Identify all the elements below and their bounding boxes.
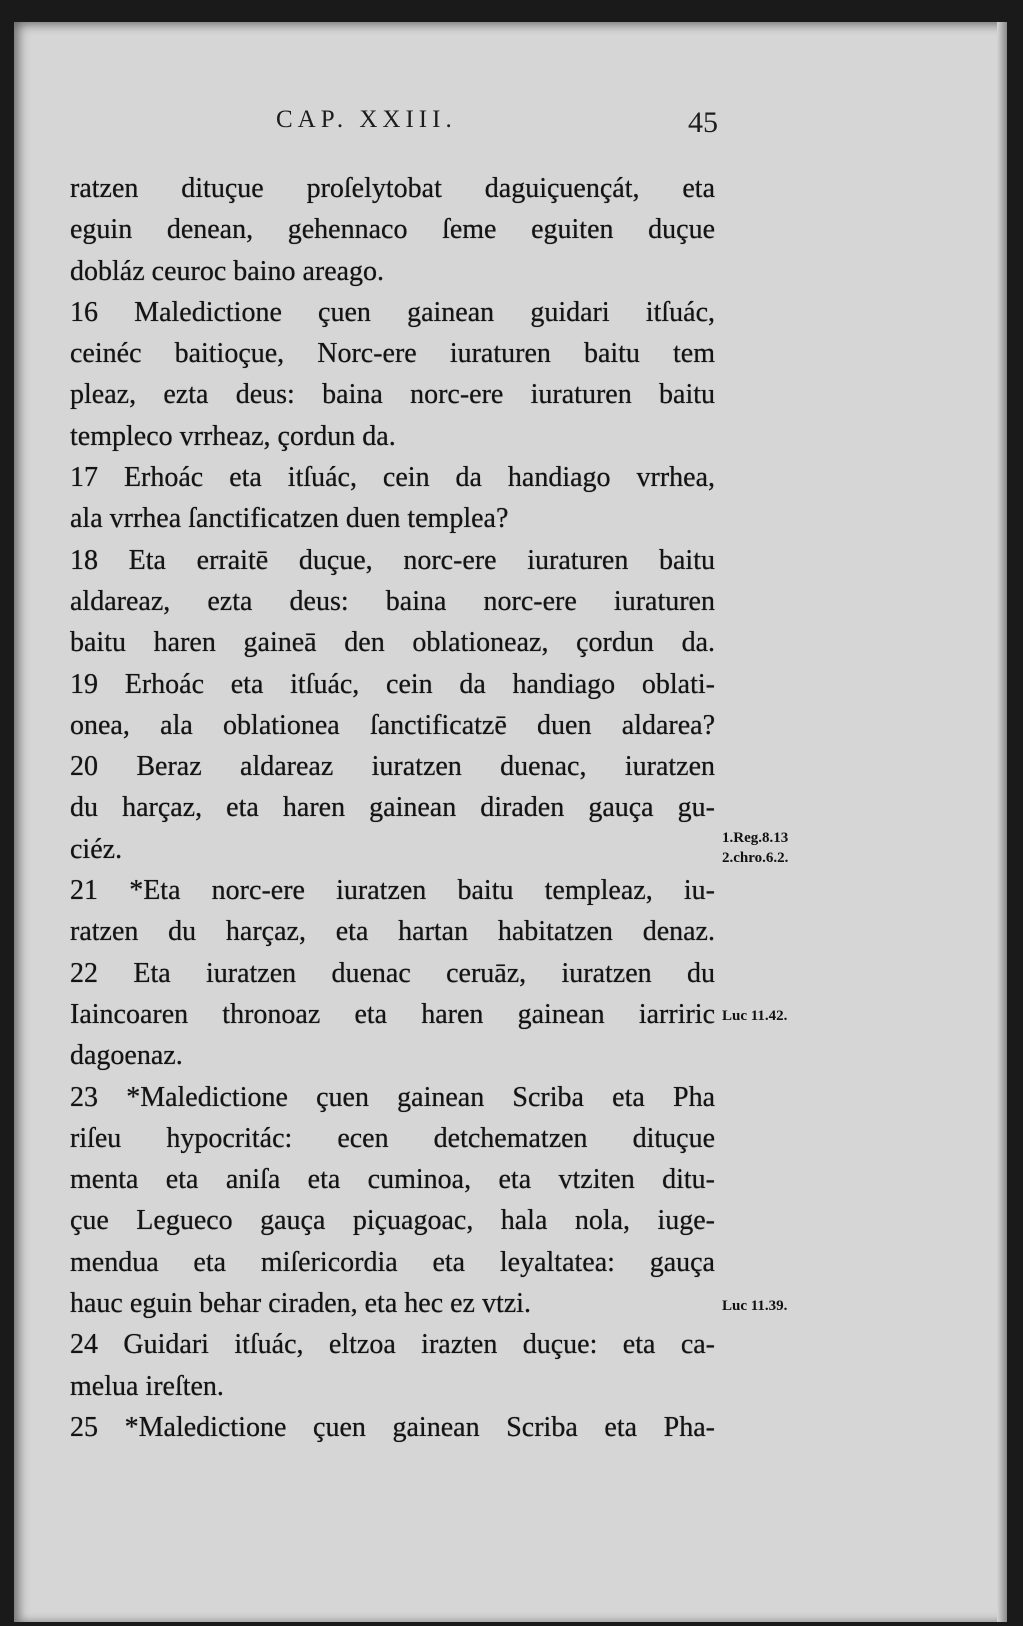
text-line: pleaz, ezta deus: baina norc-ere iuraturen baitu	[70, 379, 715, 411]
margin-note-line: Luc 11.39.	[722, 1298, 788, 1314]
text-line: ciéz.	[70, 833, 123, 865]
margin-note-line: Luc 11.42.	[722, 1008, 788, 1024]
text-line: çue Legueco gauça piçuagoac, hala nola, iuge-	[70, 1205, 715, 1237]
text-line: dagoenaz.	[70, 1040, 183, 1072]
text-line: 25 *Maledictione çuen gainean Scriba eta Pha-	[70, 1411, 715, 1443]
text-line: dobláz ceuroc baino areago.	[70, 255, 385, 287]
margin-note-luc-42	[722, 1006, 842, 1026]
text-line: ceinéc baitioçue, Norc-ere iuraturen baitu tem	[70, 338, 715, 370]
text-line: 18 Eta erraitē duçue, norc-ere iuraturen baitu	[70, 544, 715, 576]
book-page	[14, 22, 1007, 1622]
text-line: 16 Maledictione çuen gainean guidari itſuác,	[70, 296, 715, 328]
text-block	[70, 168, 715, 1448]
text-line: hauc eguin behar ciraden, eta hec ez vtzi.	[70, 1288, 531, 1320]
text-line: 17 Erhoác eta itſuác, cein da handiago vrrhea,	[70, 462, 715, 494]
page-number: 45	[688, 106, 718, 139]
text-line: eguin denean, gehennaco ſeme eguiten duçue	[70, 214, 715, 246]
text-line: ala vrrhea ſanctificatzen duen templea?	[70, 503, 509, 535]
running-head: CAP. XXIII.	[276, 106, 457, 133]
margin-note-luc-39	[722, 1296, 842, 1316]
text-line: ratzen dituçue proſelytobat daguiçuençát, eta	[70, 173, 715, 204]
text-line: riſeu hypocritác: ecen detchematzen dituçue	[70, 1122, 715, 1154]
text-line: 20 Beraz aldareaz iuratzen duenac, iuratzen	[70, 751, 715, 783]
margin-note-line: 1.Reg.8.13	[722, 830, 789, 846]
margin-note-reg	[722, 828, 842, 868]
text-line: melua ireſten.	[70, 1370, 224, 1402]
text-line: aldareaz, ezta deus: baina norc-ere iuraturen	[70, 585, 715, 617]
text-line: baitu haren gaineā den oblationeaz, çordun da.	[70, 627, 715, 659]
text-line: onea, ala oblationea ſanctificatzē duen aldarea?	[70, 709, 715, 741]
text-line: ratzen du harçaz, eta hartan habitatzen denaz.	[70, 916, 715, 948]
text-line: 22 Eta iuratzen duenac ceruāz, iuratzen du	[70, 957, 715, 989]
text-line: menta eta aniſa eta cuminoa, eta vtziten ditu-	[70, 1164, 715, 1196]
text-line: 23 *Maledictione çuen gainean Scriba eta Pha	[70, 1081, 715, 1113]
page-header	[14, 106, 1007, 146]
text-line: du harçaz, eta haren gainean diraden gauça gu-	[70, 792, 715, 824]
margin-note-line: 2.chro.6.2.	[722, 850, 789, 866]
text-line: 21 *Eta norc-ere iuratzen baitu templeaz, iu-	[70, 875, 715, 907]
text-line: 24 Guidari itſuác, eltzoa irazten duçue: eta ca-	[70, 1329, 715, 1361]
text-line: mendua eta miſericordia eta leyaltatea: gauça	[70, 1246, 715, 1278]
text-line: Iaincoaren thronoaz eta haren gainean iarriric	[70, 998, 715, 1030]
text-line: 19 Erhoác eta itſuác, cein da handiago oblati-	[70, 668, 715, 700]
text-line: templeco vrrheaz, çordun da.	[70, 420, 396, 452]
